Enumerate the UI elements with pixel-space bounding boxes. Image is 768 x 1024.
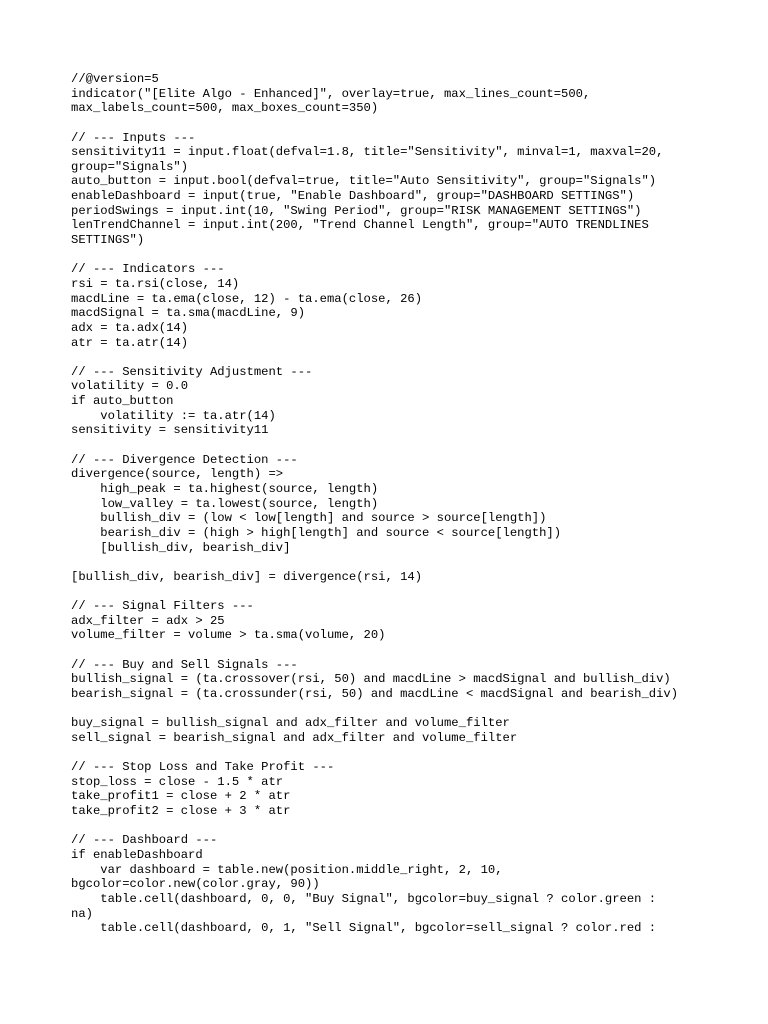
code-line: [71, 555, 751, 570]
code-line: macdSignal = ta.sma(macdLine, 9): [71, 306, 306, 321]
code-line: take_profit2 = close + 3 * atr: [71, 804, 291, 819]
code-line: table.cell(dashboard, 0, 0, "Buy Signal", bgcolor=buy_signal ? color.green :: [71, 891, 657, 906]
code-line: high_peak = ta.highest(source, length): [71, 481, 379, 496]
code-line: sensitivity11 = input.float(defval=1.8, title="Sensitivity", minval=1, maxval=20,: [71, 145, 664, 160]
code-line: // --- Inputs ---: [71, 130, 196, 145]
code-line: // --- Indicators ---: [71, 262, 225, 277]
code-line: bearish_signal = (ta.crossunder(rsi, 50) and macdLine < macdSignal and bearish_div): [71, 686, 679, 701]
code-line: max_labels_count=500, max_boxes_count=350): [71, 101, 379, 116]
code-line: macdLine = ta.ema(close, 12) - ta.ema(close, 26): [71, 291, 423, 306]
code-line: [bullish_div, bearish_div] = divergence(rsi, 14): [71, 569, 423, 584]
code-line: if enableDashboard: [71, 847, 203, 862]
code-line: buy_signal = bullish_signal and adx_filter and volume_filter: [71, 716, 510, 731]
code-line: low_valley = ta.lowest(source, length): [71, 496, 379, 511]
code-line: // --- Stop Loss and Take Profit ---: [71, 760, 335, 775]
code-line: [71, 819, 751, 834]
code-line: sensitivity = sensitivity11: [71, 423, 269, 438]
code-line: SETTINGS"): [71, 233, 145, 248]
code-line: bearish_div = (high > high[length] and source < source[length]): [71, 525, 562, 540]
code-line: [71, 643, 751, 658]
code-line: bgcolor=color.new(color.gray, 90)): [71, 877, 320, 892]
code-line: bullish_div = (low < low[length] and source > source[length]): [71, 511, 547, 526]
code-line: stop_loss = close - 1.5 * atr: [71, 774, 284, 789]
code-line: divergence(source, length) =>: [71, 467, 284, 482]
code-line: // --- Divergence Detection ---: [71, 452, 298, 467]
code-line: take_profit1 = close + 2 * atr: [71, 789, 291, 804]
code-line: if auto_button: [71, 394, 174, 409]
code-line: volume_filter = volume > ta.sma(volume, 20): [71, 628, 386, 643]
code-line: bullish_signal = (ta.crossover(rsi, 50) and macdLine > macdSignal and bullish_div): [71, 672, 671, 687]
code-line: var dashboard = table.new(position.middle_right, 2, 10,: [71, 862, 503, 877]
code-line: // --- Dashboard ---: [71, 833, 218, 848]
code-listing: [71, 72, 751, 936]
code-line: volatility := ta.atr(14): [71, 408, 276, 423]
code-line: adx_filter = adx > 25: [71, 613, 225, 628]
code-line: // --- Signal Filters ---: [71, 599, 254, 614]
code-line: [bullish_div, bearish_div]: [71, 540, 291, 555]
code-line: sell_signal = bearish_signal and adx_filter and volume_filter: [71, 730, 518, 745]
code-line: // --- Buy and Sell Signals ---: [71, 657, 298, 672]
code-line: [71, 350, 751, 365]
code-line: [71, 248, 751, 263]
code-line: [71, 116, 751, 131]
code-line: volatility = 0.0: [71, 379, 189, 394]
code-line: //@version=5: [71, 72, 159, 86]
code-line: [71, 702, 751, 717]
code-line: periodSwings = input.int(10, "Swing Period", group="RISK MANAGEMENT SETTINGS"): [71, 203, 642, 218]
code-line: adx = ta.adx(14): [71, 320, 189, 335]
code-line: // --- Sensitivity Adjustment ---: [71, 364, 313, 379]
code-line: table.cell(dashboard, 0, 1, "Sell Signal", bgcolor=sell_signal ? color.red :: [71, 921, 657, 936]
code-line: indicator("[Elite Algo - Enhanced]", overlay=true, max_lines_count=500,: [71, 86, 591, 101]
code-line: group="Signals"): [71, 159, 189, 174]
code-line: auto_button = input.bool(defval=true, title="Auto Sensitivity", group="Signals"): [71, 174, 657, 189]
code-line: [71, 584, 751, 599]
code-line: [71, 745, 751, 760]
code-line: lenTrendChannel = input.int(200, "Trend Channel Length", group="AUTO TRENDLINES: [71, 218, 649, 233]
code-line: enableDashboard = input(true, "Enable Dashboard", group="DASHBOARD SETTINGS"): [71, 189, 635, 204]
code-line: [71, 438, 751, 453]
code-line: na): [71, 906, 93, 921]
code-line: rsi = ta.rsi(close, 14): [71, 276, 240, 291]
code-line: atr = ta.atr(14): [71, 335, 189, 350]
